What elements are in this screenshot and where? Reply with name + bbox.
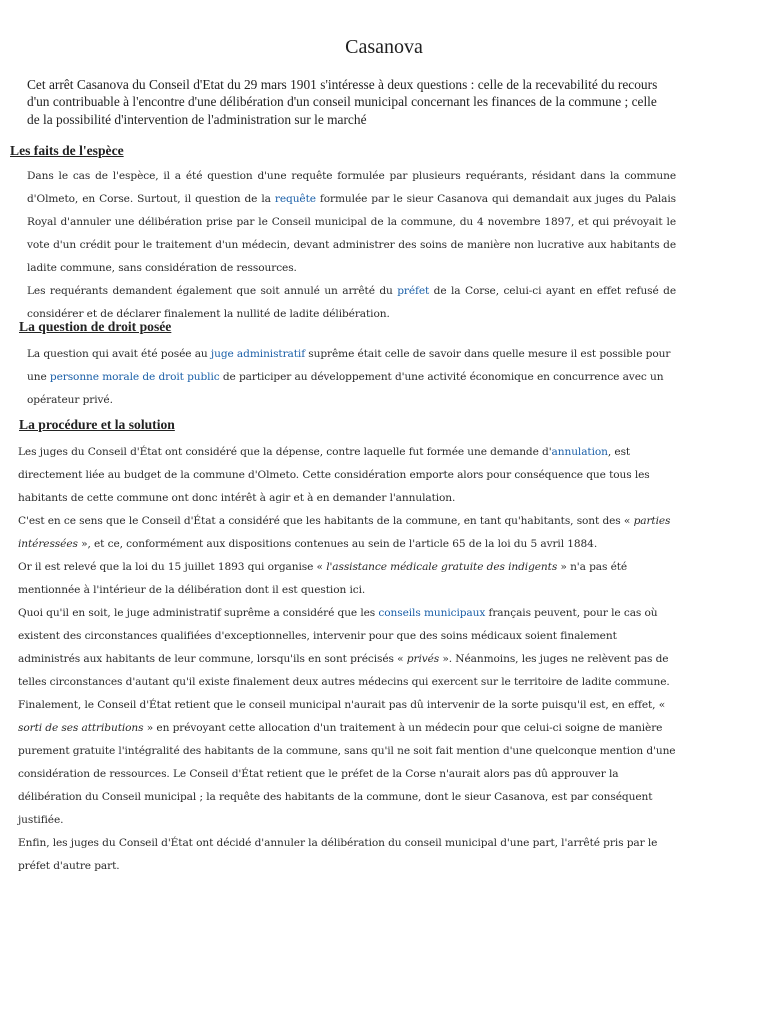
procedure-paragraph-2: C'est en ce sens que le Conseil d'État a considéré que les habitants de la commune, en tant qu'habitants, sont des « parties intéressées », et ce, conformément aux dispositions contenues au sein de l'article 65 de la loi du 5 avril 1884.: [18, 515, 671, 550]
heading-question: La question de droit posée: [19, 319, 172, 334]
heading-procedure: La procédure et la solution: [19, 417, 175, 432]
heading-faits: Les faits de l'espèce: [10, 143, 124, 158]
procedure-paragraph-4: Quoi qu'il en soit, le juge administratif suprême a considéré que les conseils municipaux français peuvent, pour le cas où existent des circonstances qualifiées d'exceptionnelles, intervenir pour que des soins médicaux soient finalement administrés aux habitants de leur commune, lorsqu'ils en sont précisés « privés ». Néanmoins, les juges ne relèvent pas de telles circonstances d'autant qu'il existe finalement deux autres médecins qui exercent sur le territoire de ladite commune.: [18, 607, 670, 688]
page-title: Casanova: [345, 36, 423, 58]
link-prefet[interactable]: préfet: [397, 285, 430, 297]
link-requete[interactable]: requête: [274, 193, 316, 205]
procedure-paragraph-1: Les juges du Conseil d'État ont considéré que la dépense, contre laquelle fut formée une demande d'annulation, est directement liée au budget de la commune d'Olmeto. Cette considération emporte alors pour conséquence que tous les habitants de cette commune ont donc intérêt à agir et à en demander l'annulation.: [18, 446, 650, 504]
procedure-paragraph-3: Or il est relevé que la loi du 15 juillet 1893 qui organise « l'assistance médicale gratuite des indigents » n'a pas été mentionnée à l'intérieur de la délibération dont il est question ici.: [18, 561, 628, 596]
intro-paragraph: Cet arrêt Casanova du Conseil d'Etat du 29 mars 1901 s'intéresse à deux questions : celle de la recevabilité du recours d'un contribuable à l'encontre d'une délibération d'un conseil municipal concernant les finances de la commune ; celle de la possibilité d'intervention de l'administration sur le marché: [27, 77, 658, 127]
faits-paragraph-1: Dans le cas de l'espèce, il a été question d'une requête formulée par plusieurs requérants, résidant dans la commune d'Olmeto, en Corse. Surtout, il question de la requête formulée par le sieur Casanova qui demandait aux juges du Palais Royal d'annuler une délibération prise par le Conseil municipal de la commune, du 4 novembre 1897, et qui prévoyait le vote d'un crédit pour le traitement d'un médecin, devant administrer des soins de manière non lucrative aux habitants de ladite commune, sans considération de ressources.: [27, 170, 677, 274]
link-personne-morale[interactable]: personne morale de droit public: [49, 371, 220, 383]
procedure-paragraph-6: Enfin, les juges du Conseil d'État ont décidé d'annuler la délibération du conseil municipal d'une part, l'arrêté pris par le préfet d'autre part.: [18, 837, 658, 872]
link-annulation[interactable]: annulation: [551, 446, 608, 458]
procedure-paragraph-5: Finalement, le Conseil d'État retient que le conseil municipal n'aurait pas dû intervenir de la sorte puisqu'il est, en effet, « sorti de ses attributions » en prévoyant cette allocation d'un traitement à un médecin pour que celui-ci soigne de manière purement gratuite l'intégralité des habitants de la commune, sans qu'il ne soit fait mention d'une quelconque mention d'une considération de ressources. Le Conseil d'État retient que le préfet de la Corse n'aurait alors pas dû approuver la délibération du Conseil municipal ; la requête des habitants de la commune, dont le sieur Casanova, est par conséquent justifiée.: [18, 699, 676, 826]
link-juge-administratif[interactable]: juge administratif: [210, 348, 306, 360]
question-paragraph: La question qui avait été posée au juge administratif suprême était celle de savoir dans quelle mesure il est possible pour une personne morale de droit public de participer au développement d'une activité économique en concurrence avec un opérateur privé.: [27, 348, 671, 406]
section-procedure: [18, 441, 676, 878]
faits-paragraph-2: Les requérants demandent également que soit annulé un arrêté du préfet de la Corse, celui-ci ayant en effet refusé de considérer et de déclarer finalement la nullité de ladite délibération.: [27, 285, 676, 320]
section-faits: [27, 165, 676, 326]
section-question: [27, 343, 671, 412]
link-conseils-municipaux[interactable]: conseils municipaux: [378, 607, 486, 619]
